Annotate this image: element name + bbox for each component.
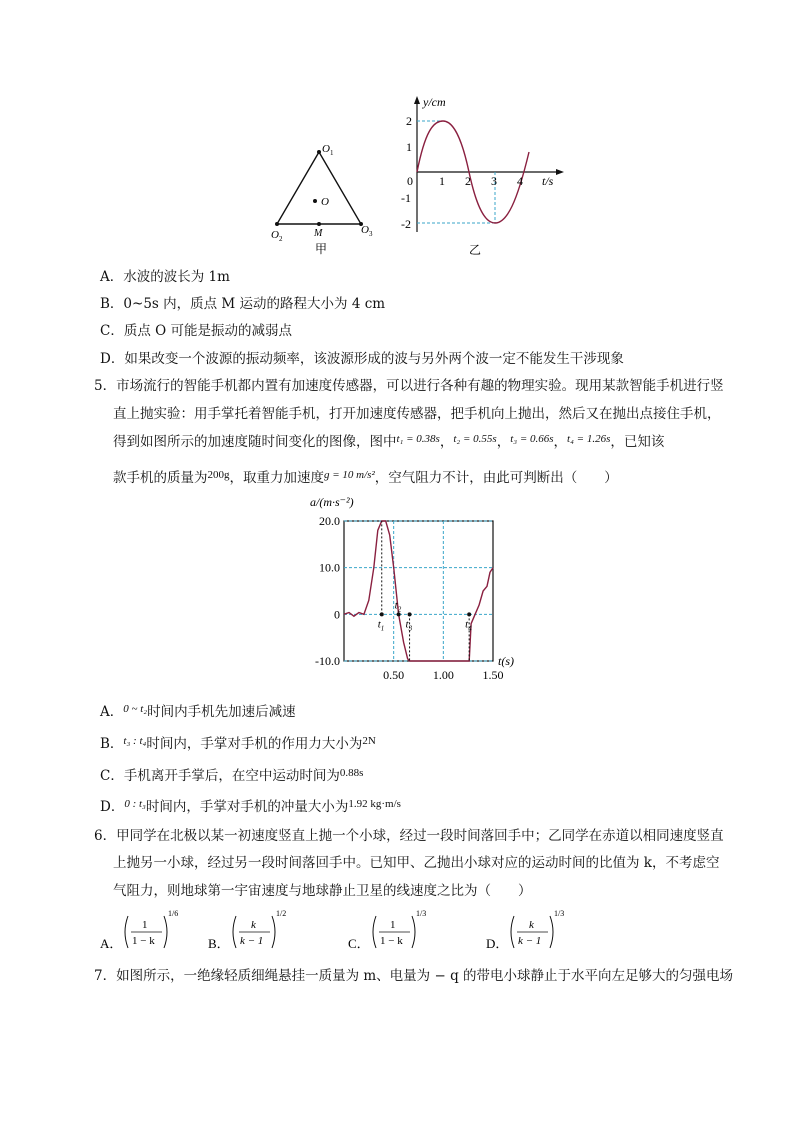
mass-value: 200g	[207, 469, 230, 481]
g-value: g = 10 m/s²	[324, 469, 375, 481]
caption-yi: 乙	[469, 243, 482, 257]
q6-stem-line1: 6．甲同学在北极以某一初速度竖直上抛一个小球，经过一段时间落回手中；乙同学在赤道以相同速度竖直	[94, 828, 724, 844]
q4-option-c: C．质点 O 可能是振动的减弱点	[100, 323, 292, 339]
chart-mark-point	[380, 612, 384, 616]
svg-text:1/2: 1/2	[276, 909, 287, 918]
q6-option-d	[486, 904, 566, 956]
svg-text:1: 1	[439, 174, 445, 188]
t2-value: t₂ = 0.55s	[453, 433, 497, 445]
label-o2: O	[271, 229, 279, 241]
chart-mark-label: $t_1$	[377, 618, 385, 633]
svg-text:1: 1	[330, 149, 334, 157]
svg-text:3: 3	[369, 230, 373, 238]
t4-value: t₄ = 1.26s	[567, 433, 611, 445]
chart-ytick-label: 20.0	[319, 514, 340, 528]
chart-ylabel: a/(m·s⁻²)	[310, 495, 354, 509]
svg-text:k − 1: k − 1	[518, 935, 542, 947]
svg-text:2: 2	[279, 235, 283, 243]
acceleration-chart	[300, 490, 530, 690]
svg-text:k − 1: k − 1	[240, 935, 264, 947]
t3-value: t₃ = 0.66s	[510, 433, 554, 445]
svg-text:k: k	[251, 919, 256, 931]
svg-text:0: 0	[407, 174, 413, 188]
chart-ytick-label: 10.0	[319, 560, 340, 575]
svg-text:1 − k: 1 − k	[380, 935, 403, 947]
chart-mark-point	[467, 612, 471, 616]
q4-option-b: B．0~5s 内，质点 M 运动的路程大小为 4 cm	[100, 296, 386, 312]
chart-mark-label: $t_4$	[465, 618, 472, 633]
q5-option-a: A．$^{0 \sim t_2}$时间内手机先加速后减速	[100, 703, 296, 720]
svg-text:B．: B．	[208, 936, 230, 951]
q7-stem-line1: 7．如图所示，一绝缘轻质细绳悬挂一质量为 m、电量为 − q 的带电小球静止于水平向左足够大的匀强电场	[94, 968, 734, 984]
svg-text:3: 3	[491, 174, 497, 188]
q6-option-b	[208, 904, 288, 956]
svg-text:-2: -2	[401, 217, 411, 231]
chart-ytick-label: 0	[334, 607, 340, 622]
chart-mark-point	[408, 612, 412, 616]
q5-option-d: D．$^{0 : t_3}$时间内，手掌对手机的冲量大小为$^{1.92 kg\cdot m/s}$	[100, 798, 401, 815]
figure-jia	[262, 138, 382, 258]
svg-text:1: 1	[406, 140, 412, 154]
q5-stem-line3: 得到如图所示的加速度随时间变化的图像，图中$^{t_1 = 0.38s}$，$^{t_2 = 0.55s}$，$^{t_3 = 0.66s}$，$^{t_4 = 1.26s}$，已知该	[113, 433, 665, 450]
svg-text:k: k	[529, 919, 534, 931]
svg-text:1: 1	[390, 919, 396, 931]
label-o3: O	[361, 224, 369, 236]
figure-yi	[395, 92, 570, 260]
svg-text:A．: A．	[100, 936, 123, 951]
svg-text:t/s: t/s	[542, 174, 554, 188]
q5-option-c: C．手机离开手掌后，在空中运动时间为$^{0.88s}$	[100, 767, 364, 784]
chart-ytick-label: -10.0	[315, 654, 340, 668]
q5-stem-line2: 直上抛实验：用手掌托着智能手机，打开加速度传感器，把手机向上抛出，然后又在抛出点接住手机，	[113, 406, 721, 422]
caption-jia: 甲	[315, 242, 328, 256]
q5-stem-line4: 款手机的质量为$^{200g}$，取重力加速度$^{g = 10 m/s^2}$，空气阻力不计，由此可判断出（ ）	[113, 469, 618, 486]
chart-series-line	[344, 521, 493, 661]
t1-value: t₁ = 0.38s	[396, 433, 440, 445]
chart-xlabel: t(s)	[498, 654, 514, 668]
q4-option-a: A．水波的波长为 1m	[100, 269, 230, 285]
q6-stem-line3: 气阻力，则地球第一宇宙速度与地球静止卫星的线速度之比为（ ）	[113, 883, 532, 899]
svg-text:y/cm: y/cm	[423, 95, 446, 109]
chart-mark-label: $t_2$	[394, 599, 402, 614]
q4-option-d: D．如果改变一个波源的振动频率，该波源形成的波与另外两个波一定不能发生干涉现象	[100, 351, 624, 367]
q6-option-c	[348, 904, 428, 956]
svg-text:2: 2	[406, 114, 412, 128]
chart-mark-label: $t_3$	[405, 618, 413, 633]
chart-xtick-label: 1.50	[482, 668, 504, 682]
svg-text:C．: C．	[348, 936, 370, 951]
svg-text:4: 4	[517, 174, 523, 188]
q5-stem-line1: 5．市场流行的智能手机都内置有加速度传感器，可以进行各种有趣的物理实验。现用某款智能手机进行竖	[94, 378, 724, 394]
svg-text:1: 1	[142, 919, 148, 931]
label-m: M	[314, 228, 323, 239]
label-o1: O	[322, 143, 330, 155]
svg-text:1/3: 1/3	[554, 909, 565, 918]
svg-text:D．: D．	[486, 936, 509, 951]
svg-text:2: 2	[465, 174, 471, 188]
svg-text:1 − k: 1 − k	[132, 935, 155, 947]
svg-text:-1: -1	[401, 191, 411, 205]
chart-xtick-label: 1.00	[432, 668, 454, 682]
q5-option-b: B．$^{t_3 : t_4}$时间内，手掌对手机的作用力大小为$^{2N}$	[100, 735, 376, 752]
q6-option-a	[100, 904, 180, 956]
label-o: O	[321, 196, 329, 208]
svg-text:1/3: 1/3	[416, 909, 427, 918]
chart-xtick-label: 0.50	[383, 668, 405, 682]
q6-stem-line2: 上抛另一小球，经过另一段时间落回手中。已知甲、乙抛出小球对应的运动时间的比值为 k，不考虑空	[113, 855, 720, 871]
svg-text:1/6: 1/6	[168, 909, 179, 918]
